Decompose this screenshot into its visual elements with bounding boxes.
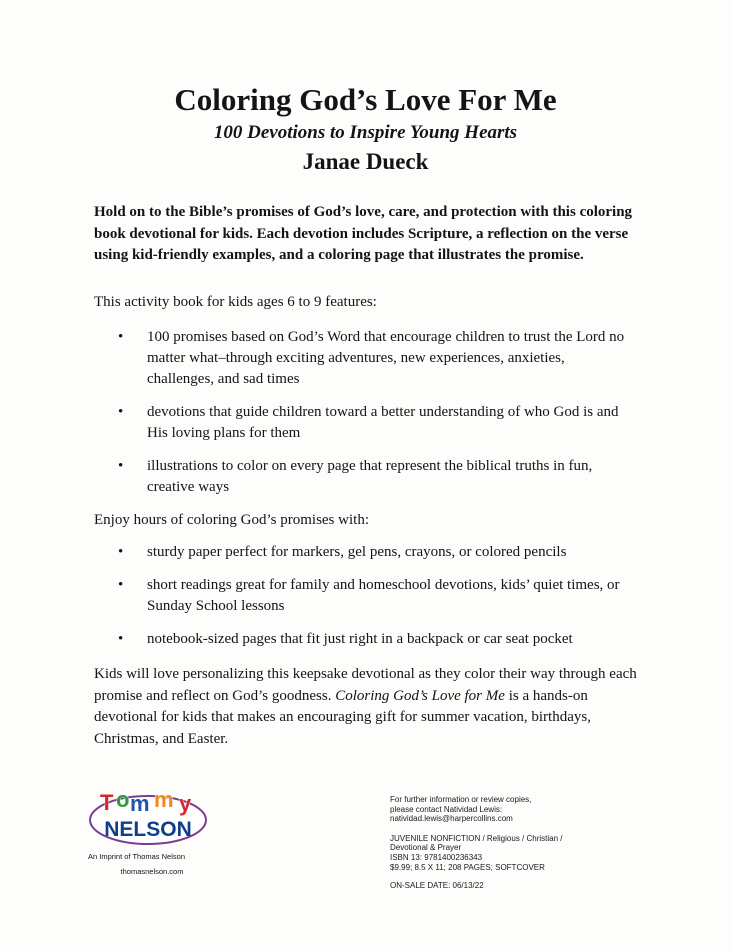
list-item: • 100 promises based on God’s Word that encourage children to trust the Lord no matter what–through exciting adventures, new experiences, anxieties, challenges, and sad times <box>118 329 625 387</box>
imprint-text: An Imprint of Thomas Nelson <box>88 852 185 861</box>
list-item: • devotions that guide children toward a better understanding of who God is and His loving plans for them <box>118 404 619 441</box>
list-item: • short readings great for family and homeschool devotions, kids’ quiet times, or Sunday School lessons <box>118 577 620 614</box>
logo-letter: m <box>130 791 150 816</box>
features-list <box>94 327 634 510</box>
closing-paragraph: Kids will love personalizing this keepsake devotional as they color their way through each promise and reflect on God’s goodness. Coloring God’s Love for Me is a hands-on devotional for kids that makes an encouraging gift for summer vacation, birthdays, Christmas, and Easter. <box>94 666 637 747</box>
bullet-icon: • <box>118 404 124 420</box>
book-title: Coloring God’s Love For Me <box>174 82 557 117</box>
on-sale-date: ON-SALE DATE: 06/13/22 <box>390 881 484 891</box>
list-item: • illustrations to color on every page that represent the biblical truths in fun, creative ways <box>118 458 593 495</box>
bullet-icon: • <box>118 329 124 345</box>
list-item: • sturdy paper perfect for markers, gel pens, crayons, or colored pencils <box>94 542 634 563</box>
book-title-italic: Coloring God’s Love for Me <box>335 687 505 704</box>
logo-letter: T <box>100 790 114 815</box>
bullet-icon: • <box>118 631 124 647</box>
publisher-website: thomasnelson.com <box>120 867 184 876</box>
logo-letter: o <box>116 787 130 812</box>
enjoy-intro: Enjoy hours of coloring God’s promises with: <box>94 512 369 528</box>
logo-nelson: NELSON <box>104 818 192 841</box>
contact-block: For further information or review copies, please contact Natividad Lewis: natividad.lewis@harpercollins.com <box>390 795 650 824</box>
logo-letter: m <box>154 787 174 812</box>
logo-letter: y <box>179 791 192 816</box>
lead-paragraph: Hold on to the Bible’s promises of God’s love, care, and protection with this coloring book devotional for kids. Each devotion includes Scripture, a reflection on the verse using kid-friendly examples, and a coloring page that illustrates the promise. <box>94 204 633 263</box>
enjoy-list <box>94 542 634 662</box>
book-subtitle: 100 Devotions to Inspire Young Hearts <box>213 122 518 143</box>
list-item: • notebook-sized pages that fit just right in a backpack or car seat pocket <box>94 629 634 650</box>
tommy-nelson-logo <box>86 780 212 850</box>
contact-email: natividad.lewis@harpercollins.com <box>390 814 513 824</box>
features-intro: This activity book for kids ages 6 to 9 features: <box>94 294 377 310</box>
bullet-icon: • <box>118 458 124 474</box>
imprint-block <box>88 852 208 877</box>
info-block <box>390 795 650 891</box>
bullet-icon: • <box>118 544 124 560</box>
details-block: JUVENILE NONFICTION / Religious / Christian / Devotional & Prayer ISBN 13: 9781400236343 $9.99; 8.5 X 11; 208 PAGES; SOFTCOVER <box>390 833 563 872</box>
bullet-icon: • <box>118 577 124 593</box>
book-author: Janae Dueck <box>302 149 429 174</box>
